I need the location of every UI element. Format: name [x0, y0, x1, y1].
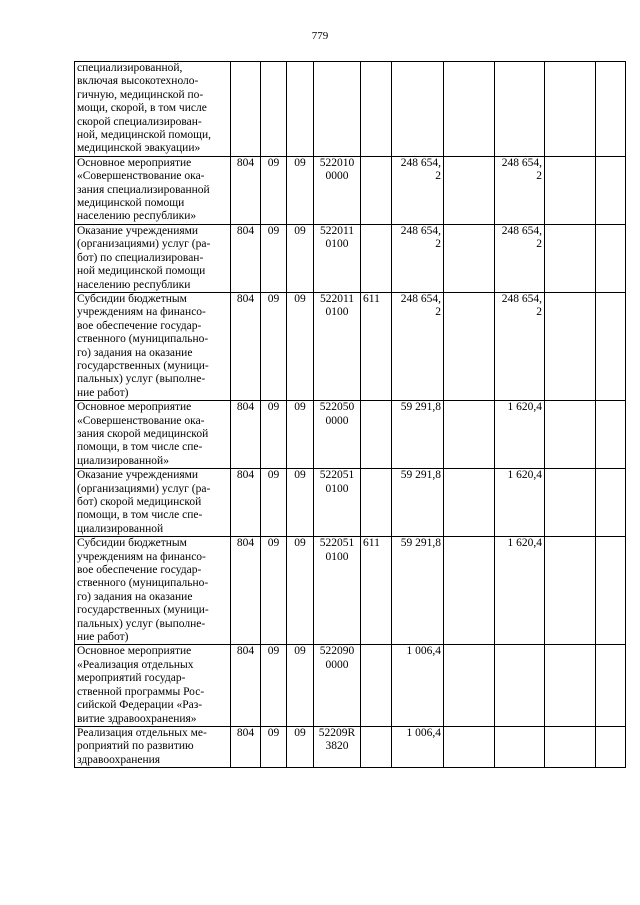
amount-col8-cell: [495, 401, 545, 469]
grbs-cell-line: 804: [236, 645, 255, 658]
total-amount-cell-line: [394, 62, 441, 75]
expense-type-cell: [361, 292, 392, 400]
budget-table: [74, 61, 626, 768]
amount-col7-cell: [444, 401, 495, 469]
grbs-cell: [231, 156, 261, 224]
target-article-cell-line: 0100: [325, 550, 349, 563]
row-name-cell-line: витие здравоохранения»: [77, 712, 197, 725]
subsection-cell: [287, 469, 314, 537]
row-name-cell-line: здравоохранения: [77, 753, 161, 766]
row-name-cell-line: Основное мероприятие: [77, 156, 192, 169]
target-article-cell: [314, 292, 361, 400]
subsection-cell-line: 09: [294, 469, 306, 482]
page-number: 779: [311, 30, 329, 42]
row-name-cell-line: бот) по специализирован-: [77, 251, 204, 264]
target-article-cell: [314, 156, 361, 224]
subsection-cell-line: 09: [294, 224, 306, 237]
row-name-cell-line: Основное мероприятие: [77, 401, 192, 414]
target-article-cell: [314, 469, 361, 537]
subsection-cell: [287, 401, 314, 469]
row-name-cell-line: ной медицинской помощи: [77, 265, 206, 278]
amount-col8-cell-line: 248 654,: [501, 292, 542, 305]
amount-col10-cell: [596, 645, 626, 726]
amount-col10-cell: [596, 62, 626, 157]
row-name-cell-line: государственных (муници-: [77, 359, 209, 372]
amount-col10-cell: [596, 156, 626, 224]
amount-col10-cell-line: [598, 157, 623, 170]
subsection-cell-line: 09: [294, 537, 306, 550]
total-amount-cell-line: [394, 483, 441, 496]
row-name-cell-line: включая высокотехноло-: [77, 75, 199, 88]
section-cell-line: 09: [267, 726, 280, 739]
amount-col8-cell: [495, 645, 545, 726]
total-amount-cell-line: 59 291,8: [400, 537, 441, 550]
row-name-cell-line: скорой специализирован-: [77, 115, 202, 128]
row-name-cell-line: учреждениям на финансо-: [77, 550, 206, 563]
grbs-cell-line: 804: [236, 469, 255, 482]
row-name-cell-line: медицинской помощи: [77, 197, 185, 210]
row-name-cell-line: ственной программы Рос-: [77, 685, 205, 698]
row-name-cell: [75, 645, 231, 726]
amount-col9-cell: [545, 469, 596, 537]
row-name-cell-line: зания скорой медицинской: [77, 427, 209, 440]
subsection-cell-line: 09: [294, 645, 306, 658]
amount-col9-cell: [545, 292, 596, 400]
grbs-cell-line: 804: [236, 401, 255, 414]
subsection-cell: [287, 224, 314, 292]
row-name-cell: [75, 401, 231, 469]
amount-col7-cell: [444, 469, 495, 537]
row-name-cell-line: ной, медицинской помощи,: [77, 129, 211, 142]
subsection-cell-line: 09: [294, 401, 306, 414]
row-name-cell-line: помощи, в том числе спе-: [77, 441, 203, 454]
subsection-cell-line: [289, 62, 311, 75]
table-row: [75, 469, 626, 537]
section-cell: [261, 537, 287, 645]
row-name-cell-line: населению республики»: [77, 210, 197, 223]
amount-col10-cell: [596, 401, 626, 469]
expense-type-cell: [361, 224, 392, 292]
total-amount-cell-line: 2: [435, 170, 441, 183]
total-amount-cell: [392, 469, 444, 537]
amount-col8-cell-line: [497, 415, 542, 428]
grbs-cell: [231, 726, 261, 767]
row-name-cell-line: «Реализация отдельных: [77, 658, 194, 671]
expense-type-cell-line: 611: [363, 537, 380, 550]
row-name-cell-line: учреждениям на финансо-: [77, 306, 206, 319]
section-cell-line: [263, 62, 284, 75]
amount-col8-cell-line: 248 654,: [501, 156, 542, 169]
subsection-cell-line: 09: [294, 292, 306, 305]
amount-col8-cell-line: 1 620,4: [507, 537, 542, 550]
amount-col9-cell-line: [547, 293, 593, 306]
amount-col10-cell: [596, 726, 626, 767]
row-name-cell-line: государственных (муници-: [77, 604, 209, 617]
total-amount-cell-line: [394, 415, 441, 428]
grbs-cell-line: 804: [236, 156, 255, 169]
target-article-cell: [314, 401, 361, 469]
section-cell: [261, 401, 287, 469]
total-amount-cell: [392, 156, 444, 224]
grbs-cell-line: 804: [236, 726, 255, 739]
amount-col7-cell: [444, 726, 495, 767]
section-cell-line: 09: [267, 469, 280, 482]
total-amount-cell: [392, 726, 444, 767]
section-cell: [261, 62, 287, 157]
amount-col10-cell-line: [598, 293, 623, 306]
target-article-cell-line: 0000: [325, 414, 349, 427]
target-article-cell-line: [316, 62, 358, 75]
amount-col9-cell-line: [547, 469, 593, 482]
amount-col8-cell-line: 2: [536, 238, 542, 251]
row-name-cell-line: го) задания на оказание: [77, 590, 193, 603]
total-amount-cell-line: [394, 659, 441, 672]
subsection-cell: [287, 292, 314, 400]
total-amount-cell: [392, 292, 444, 400]
grbs-cell-line: 804: [236, 292, 255, 305]
total-amount-cell: [392, 645, 444, 726]
subsection-cell: [287, 156, 314, 224]
amount-col7-cell-line: [446, 401, 492, 414]
total-amount-cell-line: 2: [435, 238, 441, 251]
total-amount-cell-line: 1 006,4: [406, 726, 441, 739]
row-name-cell-line: циализированной: [77, 522, 164, 535]
subsection-cell-line: 09: [294, 726, 306, 739]
row-name-cell: [75, 292, 231, 400]
total-amount-cell: [392, 537, 444, 645]
amount-col10-cell-line: [598, 401, 623, 414]
row-name-cell-line: зания специализированной: [77, 183, 210, 196]
amount-col8-cell-line: 248 654,: [501, 224, 542, 237]
grbs-cell: [231, 469, 261, 537]
section-cell: [261, 645, 287, 726]
target-article-cell-line: 522051: [319, 537, 355, 550]
grbs-cell: [231, 292, 261, 400]
total-amount-cell: [392, 224, 444, 292]
subsection-cell: [287, 62, 314, 157]
section-cell: [261, 726, 287, 767]
subsection-cell-line: 09: [294, 156, 306, 169]
expense-type-cell: [361, 645, 392, 726]
table-row: [75, 401, 626, 469]
target-article-cell-line: 0000: [325, 170, 349, 183]
target-article-cell-line: 0100: [325, 482, 349, 495]
row-name-cell-line: ние работ): [77, 631, 129, 644]
amount-col8-cell-line: 1 620,4: [507, 469, 542, 482]
row-name-cell-line: гичную, медицинской по-: [77, 88, 204, 101]
amount-col7-cell-line: [446, 225, 492, 238]
amount-col9-cell: [545, 537, 596, 645]
table-row: [75, 537, 626, 645]
row-name-cell-line: Оказание учреждениями: [77, 469, 199, 482]
target-article-cell-line: 522051: [319, 469, 355, 482]
amount-col9-cell-line: [547, 62, 593, 75]
row-name-cell-line: Субсидии бюджетным: [77, 537, 187, 550]
target-article-cell-line: 0100: [325, 306, 349, 319]
section-cell-line: 09: [267, 156, 280, 169]
expense-type-cell: [361, 726, 392, 767]
expense-type-cell: [361, 401, 392, 469]
amount-col9-cell-line: [547, 401, 593, 414]
target-article-cell-line: 0100: [325, 238, 349, 251]
amount-col10-cell-line: [598, 225, 623, 238]
amount-col7-cell-line: [446, 645, 492, 658]
target-article-cell-line: 3820: [325, 740, 349, 753]
amount-col10-cell: [596, 224, 626, 292]
expense-type-cell-line: [363, 727, 389, 740]
section-cell: [261, 156, 287, 224]
amount-col9-cell: [545, 401, 596, 469]
target-article-cell: [314, 645, 361, 726]
total-amount-cell: [392, 62, 444, 157]
expense-type-cell-line: [363, 225, 389, 238]
target-article-cell: [314, 726, 361, 767]
row-name-cell-line: «Совершенствование ока-: [77, 170, 205, 183]
grbs-cell-line: 804: [236, 537, 255, 550]
amount-col10-cell-line: [598, 727, 623, 740]
row-name-cell-line: населению республики: [77, 278, 191, 291]
grbs-cell-line: [233, 62, 258, 75]
expense-type-cell-line: [363, 645, 389, 658]
row-name-cell-line: Субсидии бюджетным: [77, 292, 187, 305]
subsection-cell: [287, 645, 314, 726]
section-cell-line: 09: [267, 537, 280, 550]
total-amount-cell-line: [394, 740, 441, 753]
total-amount-cell-line: 248 654,: [400, 156, 441, 169]
expense-type-cell-line: 611: [363, 292, 380, 305]
row-name-cell-line: сийской Федерации «Раз-: [77, 699, 203, 712]
amount-col10-cell-line: [598, 645, 623, 658]
section-cell-line: 09: [267, 645, 280, 658]
subsection-cell: [287, 726, 314, 767]
expense-type-cell-line: [363, 469, 389, 482]
amount-col10-cell: [596, 292, 626, 400]
grbs-cell: [231, 645, 261, 726]
amount-col7-cell-line: [446, 62, 492, 75]
amount-col7-cell-line: [446, 293, 492, 306]
amount-col9-cell-line: [547, 645, 593, 658]
row-name-cell: [75, 726, 231, 767]
row-name-cell-line: бот) скорой медицинской: [77, 496, 202, 508]
amount-col9-cell: [545, 726, 596, 767]
expense-type-cell: [361, 62, 392, 157]
total-amount-cell-line: 59 291,8: [400, 401, 441, 414]
row-name-cell-line: ственного (муниципально-: [77, 577, 209, 590]
amount-col9-cell: [545, 224, 596, 292]
amount-col10-cell-line: [598, 537, 623, 550]
expense-type-cell: [361, 156, 392, 224]
target-article-cell-line: 522010: [319, 156, 355, 169]
amount-col10-cell: [596, 469, 626, 537]
row-name-cell-line: ние работ): [77, 386, 129, 399]
grbs-cell: [231, 401, 261, 469]
table-row: [75, 292, 626, 400]
amount-col9-cell-line: [547, 727, 593, 740]
total-amount-cell-line: 2: [435, 306, 441, 319]
grbs-cell: [231, 224, 261, 292]
row-name-cell: [75, 224, 231, 292]
row-name-cell-line: Реализация отдельных ме-: [77, 726, 207, 739]
amount-col7-cell-line: [446, 727, 492, 740]
target-article-cell-line: 522011: [319, 292, 355, 305]
subsection-cell: [287, 537, 314, 645]
amount-col8-cell: [495, 156, 545, 224]
expense-type-cell-line: [363, 157, 389, 170]
amount-col7-cell: [444, 156, 495, 224]
table-row: [75, 645, 626, 726]
target-article-cell-line: 522090: [319, 645, 355, 658]
amount-col8-cell: [495, 292, 545, 400]
total-amount-cell-line: 248 654,: [400, 292, 441, 305]
amount-col7-cell: [444, 62, 495, 157]
amount-col8-cell: [495, 224, 545, 292]
amount-col8-cell-line: [497, 727, 542, 740]
amount-col9-cell: [545, 645, 596, 726]
total-amount-cell-line: 248 654,: [400, 224, 441, 237]
row-name-cell: [75, 537, 231, 645]
row-name-cell-line: (организациями) услуг (ра-: [77, 238, 211, 251]
amount-col8-cell-line: 1 620,4: [507, 401, 542, 414]
amount-col8-cell-line: [497, 75, 542, 88]
row-name-cell-line: вое обеспечение государ-: [77, 319, 202, 332]
expense-type-cell-line: [363, 62, 389, 75]
target-article-cell-line: 522011: [319, 224, 355, 237]
amount-col9-cell: [545, 62, 596, 157]
amount-col9-cell-line: [547, 225, 593, 238]
amount-col10-cell-line: [598, 62, 623, 75]
target-article-cell: [314, 537, 361, 645]
row-name-cell: [75, 62, 231, 157]
expense-type-cell-line: [363, 401, 389, 414]
amount-col8-cell-line: [497, 483, 542, 496]
row-name-cell-line: вое обеспечение государ-: [77, 564, 202, 577]
section-cell: [261, 469, 287, 537]
amount-col10-cell-line: [598, 469, 623, 482]
target-article-cell-line: 52209R: [318, 726, 356, 739]
amount-col7-cell-line: [446, 469, 492, 482]
section-cell-line: 09: [267, 224, 280, 237]
target-article-cell-line: [316, 75, 358, 88]
grbs-cell-line: 804: [236, 224, 255, 237]
section-cell-line: 09: [267, 401, 280, 414]
amount-col7-cell: [444, 537, 495, 645]
total-amount-cell-line: [394, 75, 441, 88]
amount-col10-cell: [596, 537, 626, 645]
amount-col9-cell-line: [547, 537, 593, 550]
expense-type-cell: [361, 469, 392, 537]
table-row: [75, 62, 626, 157]
table-row: [75, 156, 626, 224]
row-name-cell-line: специализированной,: [77, 62, 183, 74]
amount-col8-cell: [495, 537, 545, 645]
amount-col7-cell-line: [446, 537, 492, 550]
row-name-cell-line: мероприятий государ-: [77, 672, 186, 685]
amount-col8-cell-line: 2: [536, 170, 542, 183]
amount-col8-cell-line: [497, 551, 542, 564]
row-name-cell-line: Основное мероприятие: [77, 645, 192, 658]
expense-type-cell: [361, 537, 392, 645]
row-name-cell: [75, 156, 231, 224]
amount-col9-cell-line: [547, 157, 593, 170]
row-name-cell-line: (организациями) услуг (ра-: [77, 482, 211, 495]
amount-col8-cell: [495, 62, 545, 157]
total-amount-cell-line: 1 006,4: [406, 645, 441, 658]
row-name-cell-line: го) задания на оказание: [77, 346, 193, 359]
row-name-cell-line: помощи, в том числе спе-: [77, 509, 203, 522]
amount-col8-cell-line: [497, 645, 542, 658]
row-name-cell-line: Оказание учреждениями: [77, 224, 199, 237]
grbs-cell: [231, 537, 261, 645]
total-amount-cell: [392, 401, 444, 469]
table-row: [75, 224, 626, 292]
row-name-cell-line: «Совершенствование ока-: [77, 414, 205, 427]
amount-col8-cell: [495, 469, 545, 537]
row-name-cell: [75, 469, 231, 537]
amount-col8-cell-line: [497, 62, 542, 75]
row-name-cell-line: ственного (муниципально-: [77, 333, 209, 346]
row-name-cell-line: пальных) услуг (выполне-: [77, 617, 206, 630]
amount-col7-cell: [444, 292, 495, 400]
total-amount-cell-line: [394, 551, 441, 564]
section-cell: [261, 224, 287, 292]
target-article-cell-line: 0000: [325, 658, 349, 671]
target-article-cell: [314, 224, 361, 292]
row-name-cell-line: пальных) услуг (выполне-: [77, 373, 206, 386]
amount-col7-cell-line: [446, 157, 492, 170]
target-article-cell: [314, 62, 361, 157]
section-cell-line: 09: [267, 292, 280, 305]
amount-col7-cell: [444, 224, 495, 292]
row-name-cell-line: мощи, скорой, в том числе: [77, 102, 207, 115]
amount-col7-cell: [444, 645, 495, 726]
row-name-cell-line: роприятий по развитию: [77, 740, 194, 753]
amount-col8-cell-line: [497, 659, 542, 672]
amount-col9-cell: [545, 156, 596, 224]
amount-col8-cell-line: 2: [536, 306, 542, 319]
grbs-cell: [231, 62, 261, 157]
total-amount-cell-line: 59 291,8: [400, 469, 441, 482]
amount-col8-cell: [495, 726, 545, 767]
section-cell: [261, 292, 287, 400]
table-row: [75, 726, 626, 767]
row-name-cell-line: медицинской эвакуации»: [77, 142, 201, 155]
amount-col8-cell-line: [497, 740, 542, 753]
target-article-cell-line: 522050: [319, 401, 355, 414]
row-name-cell-line: циализированной»: [77, 454, 169, 467]
